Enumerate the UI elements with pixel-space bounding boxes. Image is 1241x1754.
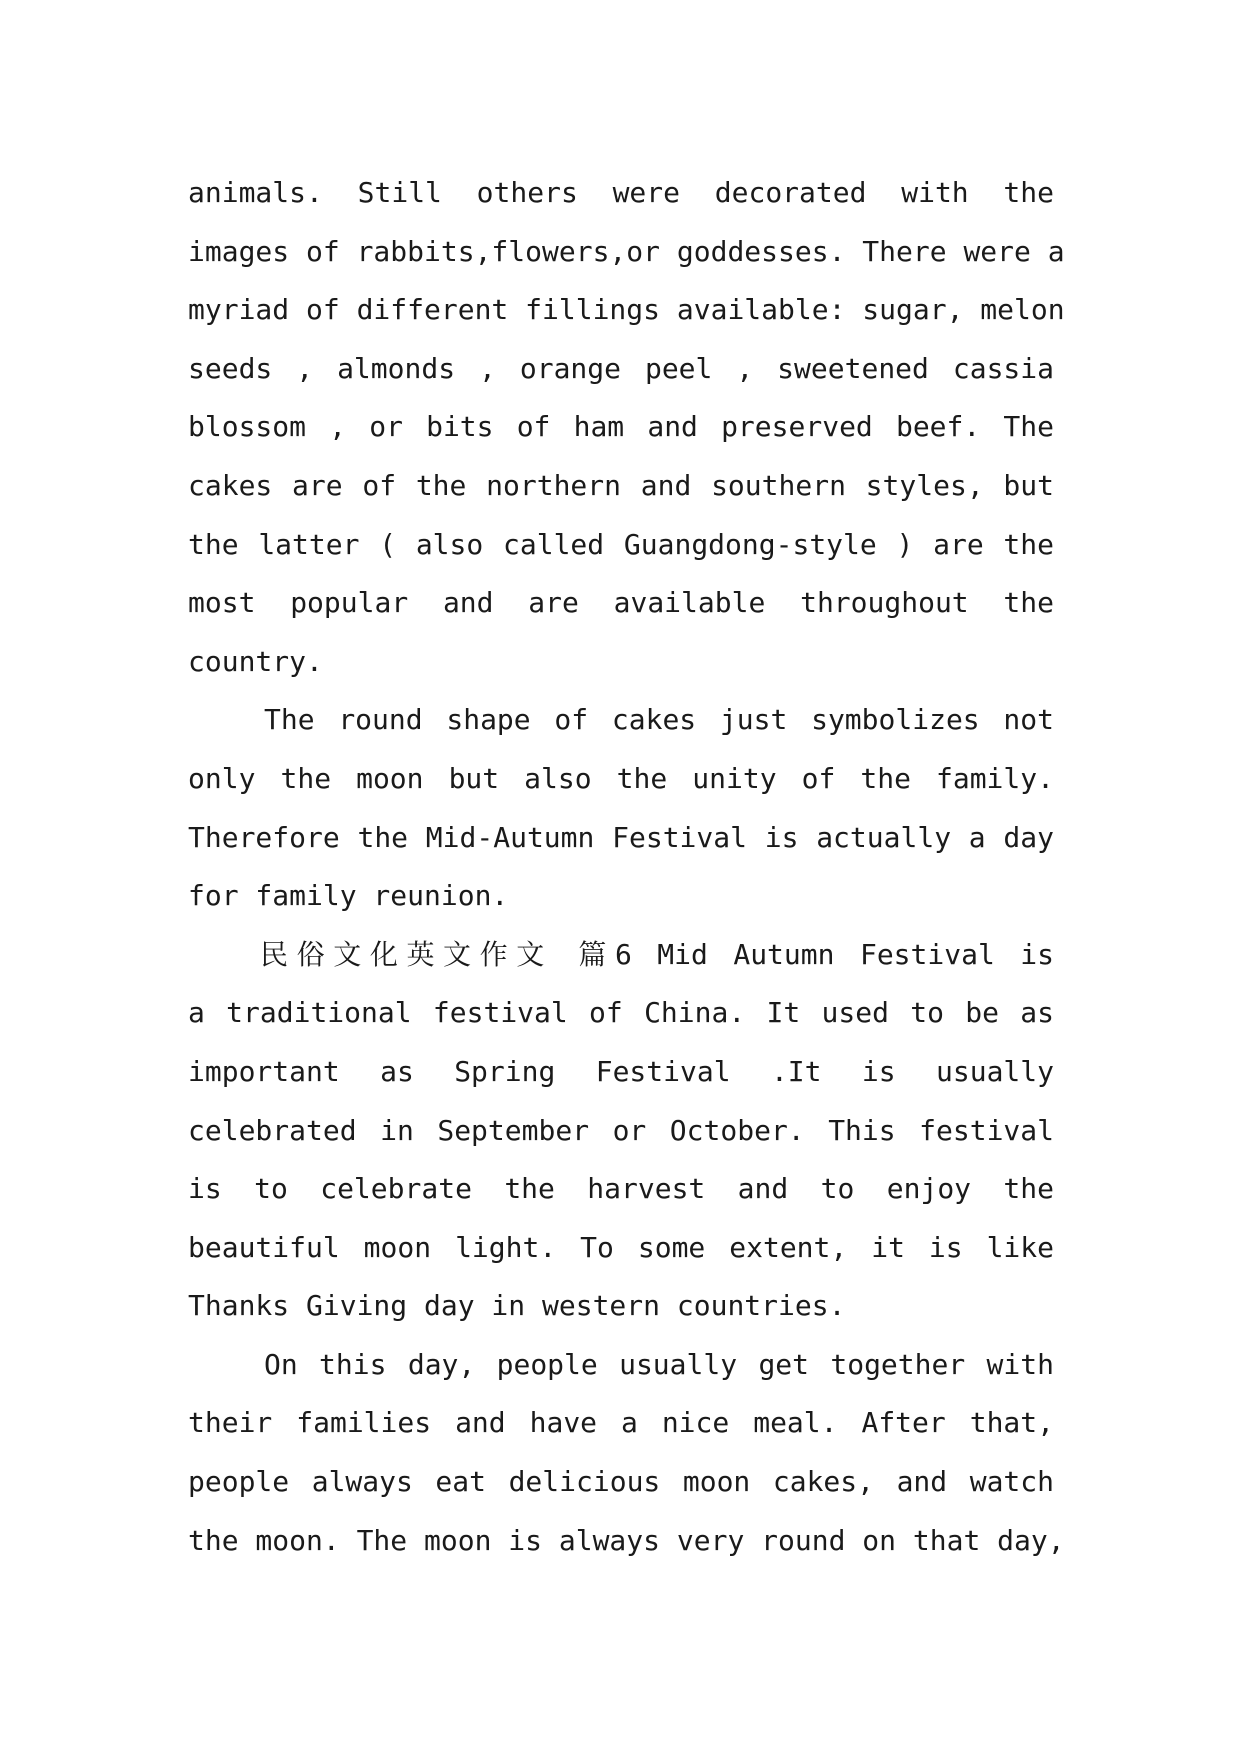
paragraph <box>188 164 1065 691</box>
text-line: seeds , almonds , orange peel , sweetened cassia <box>188 351 1054 385</box>
paragraph <box>188 926 1054 1336</box>
text-line: is to celebrate the harvest and to enjoy the <box>188 1172 1054 1206</box>
text-line: most popular and are available throughout the <box>188 586 1054 620</box>
text-line: celebrated in September or October. This festival <box>188 1113 1054 1147</box>
text-line: their families and have a nice meal. After that, <box>188 1406 1054 1440</box>
text-line: images of rabbits,flowers,or goddesses. There were a <box>188 234 1065 268</box>
paragraph <box>188 691 1054 925</box>
text-line: beautiful moon light. To some extent, it is like <box>188 1230 1054 1264</box>
text-line: only the moon but also the unity of the family. <box>188 761 1054 795</box>
text-line: country. <box>188 644 323 678</box>
text-line: myriad of different fillings available: sugar, melon <box>188 293 1065 327</box>
text-line: animals. Still others were decorated with the <box>188 176 1054 209</box>
section-heading-line: 民俗文化英文作文 篇6 Mid Autumn Festival is <box>260 937 1054 971</box>
text-line: Therefore the Mid-Autumn Festival is actually a day <box>188 820 1054 854</box>
text-line: the latter ( also called Guangdong-style ) are the <box>188 527 1054 561</box>
text-line: for family reunion. <box>188 879 509 913</box>
text-line: a traditional festival of China. It used to be as <box>188 996 1054 1030</box>
text-line: Thanks Giving day in western countries. <box>188 1289 846 1323</box>
text-line: the moon. The moon is always very round on that day, <box>188 1523 1065 1557</box>
text-line: important as Spring Festival .It is usually <box>188 1054 1054 1088</box>
body-text <box>188 164 1065 1570</box>
text-line: The round shape of cakes just symbolizes not <box>264 703 1054 737</box>
paragraph <box>188 1336 1065 1570</box>
text-line: On this day, people usually get together with <box>264 1347 1054 1381</box>
text-line: blossom , or bits of ham and preserved beef. The <box>188 410 1054 444</box>
text-line: cakes are of the northern and southern styles, but <box>188 468 1054 502</box>
text-line: people always eat delicious moon cakes, and watch <box>188 1465 1054 1499</box>
